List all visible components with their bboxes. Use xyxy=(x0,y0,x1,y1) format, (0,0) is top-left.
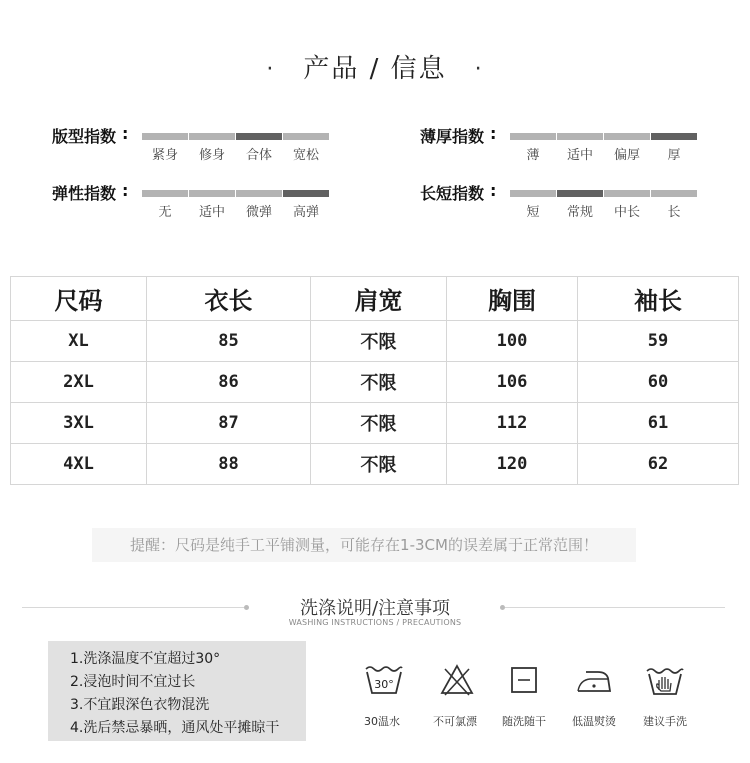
cell-length: 88 xyxy=(147,444,311,485)
cell-size: 4XL xyxy=(11,444,147,485)
header-sleeve: 袖长 xyxy=(578,277,739,321)
index-option-label: 高弹 xyxy=(292,205,319,220)
table-row xyxy=(11,403,739,444)
index-segment-selected xyxy=(557,190,603,197)
cell-chest: 120 xyxy=(447,444,578,485)
washing-title: 洗涤说明/注意事项 xyxy=(299,598,451,619)
index-option-label: 偏厚 xyxy=(613,148,640,163)
cell-chest: 112 xyxy=(447,403,578,444)
page-title: 产品 / 信息 xyxy=(303,54,447,84)
wash-30-icon xyxy=(364,663,404,697)
cell-chest: 106 xyxy=(447,362,578,403)
index-colon: : xyxy=(490,124,497,143)
measurement-note: 提醒：尺码是纯手工平铺测量，可能存在1-3CM的误差属于正常范围！ xyxy=(92,528,636,562)
table-row xyxy=(11,444,739,485)
index-option-label: 宽松 xyxy=(292,148,319,163)
title-left-dot: · xyxy=(266,57,276,82)
index-option-label: 中长 xyxy=(613,205,640,220)
wash-30-label: 30温水 xyxy=(364,715,400,728)
index-option-label: 无 xyxy=(158,205,172,220)
index-option-label: 修身 xyxy=(198,148,225,163)
cell-shoulder: 不限 xyxy=(311,362,447,403)
cell-sleeve: 59 xyxy=(578,321,739,362)
header-shoulder: 肩宽 xyxy=(311,277,447,321)
care-item: 1.洗涤温度不宜超过30° xyxy=(70,651,221,667)
index-segment xyxy=(142,190,188,197)
cell-shoulder: 不限 xyxy=(311,403,447,444)
index-colon: : xyxy=(122,181,129,200)
cell-shoulder: 不限 xyxy=(311,444,447,485)
no-bleach-label: 不可氯漂 xyxy=(433,715,477,728)
tumble-dry-label: 随洗随干 xyxy=(502,715,546,728)
hand-wash-icon xyxy=(645,663,685,697)
index-option-label: 紧身 xyxy=(151,148,178,163)
index-segment xyxy=(283,133,329,140)
cell-length: 86 xyxy=(147,362,311,403)
index-label: 长短指数 xyxy=(420,184,485,203)
index-option-label: 薄 xyxy=(526,148,540,163)
index-option-label: 常规 xyxy=(566,205,593,220)
size-table xyxy=(10,276,739,485)
washing-subtitle: WASHING INSTRUCTIONS / PRECAUTIONS xyxy=(288,618,462,627)
cell-shoulder: 不限 xyxy=(311,321,447,362)
index-colon: : xyxy=(122,124,129,143)
index-segment xyxy=(557,133,603,140)
index-segment-selected xyxy=(651,133,697,140)
index-option-label: 适中 xyxy=(566,148,593,163)
header-chest: 胸围 xyxy=(447,277,578,321)
index-segment xyxy=(510,133,556,140)
index-segment xyxy=(604,133,650,140)
index-option-label: 短 xyxy=(526,205,540,220)
cell-sleeve: 60 xyxy=(578,362,739,403)
care-item: 2.浸泡时间不宜过长 xyxy=(70,674,196,690)
index-segment xyxy=(189,133,235,140)
cell-sleeve: 62 xyxy=(578,444,739,485)
index-label: 薄厚指数 xyxy=(420,127,485,146)
index-colon: : xyxy=(490,181,497,200)
cell-sleeve: 61 xyxy=(578,403,739,444)
care-item: 4.洗后禁忌暴晒，通风处平摊晾干 xyxy=(70,720,280,736)
index-segment xyxy=(604,190,650,197)
page-title-row xyxy=(0,48,750,85)
header-size: 尺码 xyxy=(11,277,147,321)
cell-size: XL xyxy=(11,321,147,362)
svg-text:30°: 30° xyxy=(374,678,394,691)
index-option-label: 厚 xyxy=(667,148,681,163)
index-option-label: 长 xyxy=(667,205,681,220)
tumble-dry-icon xyxy=(504,663,544,697)
title-right-dot: · xyxy=(474,57,484,82)
index-segment xyxy=(510,190,556,197)
table-row xyxy=(11,362,739,403)
table-row xyxy=(11,321,739,362)
index-segment xyxy=(189,190,235,197)
low-iron-icon xyxy=(574,663,614,697)
index-segment-selected xyxy=(236,133,282,140)
index-label: 弹性指数 xyxy=(52,184,117,203)
index-segment xyxy=(142,133,188,140)
index-segment xyxy=(236,190,282,197)
hand-wash-label: 建议手洗 xyxy=(643,715,687,728)
cell-size: 3XL xyxy=(11,403,147,444)
cell-length: 85 xyxy=(147,321,311,362)
cell-chest: 100 xyxy=(447,321,578,362)
index-segment-selected xyxy=(283,190,329,197)
size-table-header xyxy=(11,277,739,321)
index-option-label: 合体 xyxy=(245,148,272,163)
header-length: 衣长 xyxy=(147,277,311,321)
care-item: 3.不宜跟深色衣物混洗 xyxy=(70,697,210,713)
index-option-label: 微弹 xyxy=(245,205,272,220)
index-segment xyxy=(651,190,697,197)
index-option-label: 适中 xyxy=(198,205,225,220)
index-label: 版型指数 xyxy=(52,127,117,146)
low-iron-label: 低温熨烫 xyxy=(572,715,616,728)
no-bleach-icon xyxy=(437,663,477,697)
cell-size: 2XL xyxy=(11,362,147,403)
cell-length: 87 xyxy=(147,403,311,444)
